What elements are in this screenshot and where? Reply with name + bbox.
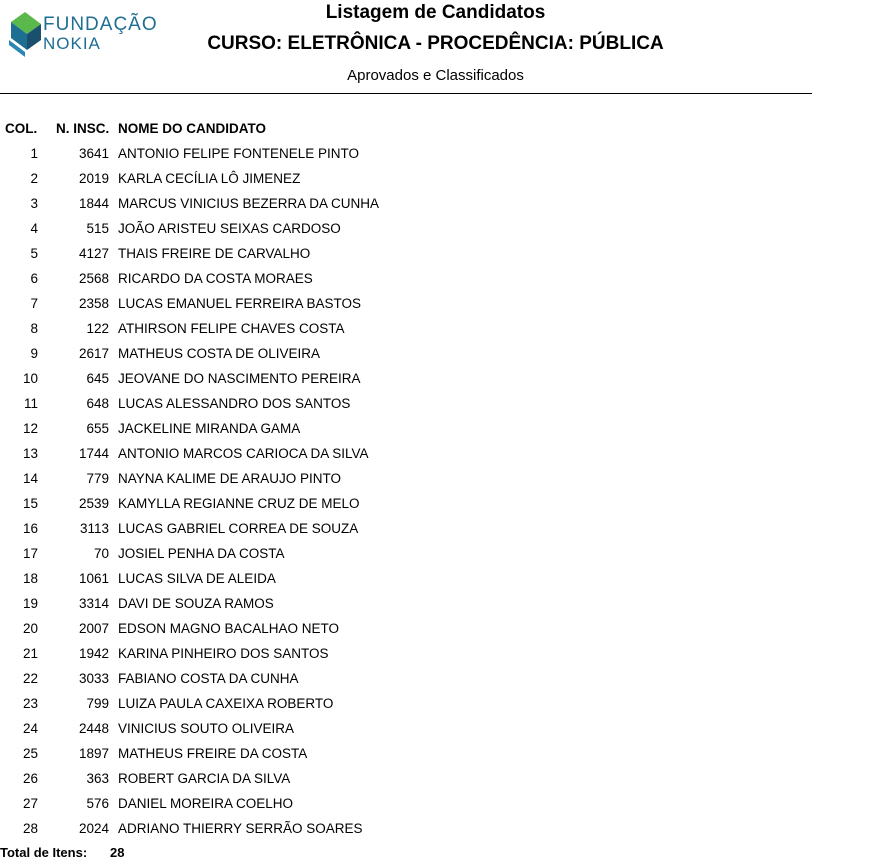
row-inscription: 122	[86, 321, 109, 336]
table-row	[0, 644, 600, 669]
table-row	[0, 569, 600, 594]
row-inscription: 799	[86, 696, 109, 711]
table-row	[0, 419, 600, 444]
row-candidate-name: MATHEUS COSTA DE OLIVEIRA	[118, 346, 321, 361]
row-candidate-name: ANTONIO FELIPE FONTENELE PINTO	[118, 146, 360, 161]
row-col: 20	[22, 621, 38, 636]
row-inscription: 3641	[78, 146, 109, 161]
table-row	[0, 269, 600, 294]
row-col: 3	[30, 196, 38, 211]
row-candidate-name: ADRIANO THIERRY SERRÃO SOARES	[118, 821, 363, 836]
row-candidate-name: LUCAS EMANUEL FERREIRA BASTOS	[118, 296, 362, 311]
row-col: 17	[22, 546, 38, 561]
row-candidate-name: VINICIUS SOUTO OLIVEIRA	[118, 721, 295, 736]
row-candidate-name: DANIEL MOREIRA COELHO	[118, 796, 294, 811]
table-row	[0, 669, 600, 694]
row-candidate-name: FABIANO COSTA DA CUNHA	[118, 671, 299, 686]
row-col: 4	[30, 221, 38, 236]
row-col: 19	[22, 596, 38, 611]
row-inscription: 1942	[78, 646, 109, 661]
row-inscription: 576	[86, 796, 109, 811]
table-row	[0, 394, 600, 419]
row-col: 16	[22, 521, 38, 536]
course-title: CURSO: ELETRÔNICA - PROCEDÊNCIA: PÚBLICA	[207, 33, 664, 54]
row-inscription: 3314	[78, 596, 109, 611]
table-row	[0, 444, 600, 469]
row-candidate-name: JOÃO ARISTEU SEIXAS CARDOSO	[118, 221, 341, 236]
table-row	[0, 744, 600, 769]
row-inscription: 648	[86, 396, 109, 411]
row-inscription: 363	[86, 771, 109, 786]
row-inscription: 2024	[78, 821, 109, 836]
row-candidate-name: LUCAS GABRIEL CORREA DE SOUZA	[118, 521, 359, 536]
logo-text-line1: FUNDAÇÃO	[43, 14, 158, 35]
row-col: 21	[22, 646, 38, 661]
row-candidate-name: KARLA CECÍLIA LÔ JIMENEZ	[118, 171, 301, 186]
table-row	[0, 319, 600, 344]
row-col: 1	[30, 146, 38, 161]
row-inscription: 2568	[78, 271, 109, 286]
header-divider	[0, 93, 812, 94]
table-row	[0, 494, 600, 519]
table-row	[0, 694, 600, 719]
row-col: 25	[22, 746, 38, 761]
row-candidate-name: MATHEUS FREIRE DA COSTA	[118, 746, 308, 761]
row-candidate-name: LUIZA PAULA CAXEIXA ROBERTO	[118, 696, 334, 711]
row-inscription: 655	[86, 421, 109, 436]
row-candidate-name: THAIS FREIRE DE CARVALHO	[118, 246, 311, 261]
row-col: 13	[22, 446, 38, 461]
row-inscription: 1897	[78, 746, 109, 761]
table-row	[0, 719, 600, 744]
row-col: 7	[30, 296, 38, 311]
row-inscription: 1061	[78, 571, 109, 586]
row-inscription: 3113	[79, 521, 109, 536]
row-col: 11	[23, 396, 38, 411]
table-row	[0, 619, 600, 644]
row-col: 23	[22, 696, 38, 711]
row-col: 12	[22, 421, 38, 436]
table-row	[0, 544, 600, 569]
candidates-table	[0, 119, 600, 844]
table-body	[0, 144, 600, 844]
row-col: 10	[22, 371, 38, 386]
row-candidate-name: JOSIEL PENHA DA COSTA	[118, 546, 285, 561]
column-header-name: NOME DO CANDIDATO	[118, 121, 266, 136]
row-inscription: 515	[86, 221, 109, 236]
row-inscription: 70	[93, 546, 109, 561]
row-inscription: 2019	[78, 171, 109, 186]
row-inscription: 2007	[78, 621, 109, 636]
row-candidate-name: KAMYLLA REGIANNE CRUZ DE MELO	[118, 496, 360, 511]
row-col: 9	[30, 346, 38, 361]
table-row	[0, 769, 600, 794]
row-candidate-name: ATHIRSON FELIPE CHAVES COSTA	[118, 321, 345, 336]
total-label: Total de Itens:	[0, 845, 88, 860]
page-title: Listagem de Candidatos	[325, 2, 546, 23]
table-header-row	[0, 119, 600, 144]
row-candidate-name: RICARDO DA COSTA MORAES	[118, 271, 313, 286]
row-col: 26	[22, 771, 38, 786]
column-header-ins: N. INSC.	[56, 121, 110, 136]
table-row	[0, 819, 600, 844]
row-col: 28	[22, 821, 38, 836]
table-row	[0, 794, 600, 819]
row-col: 2	[30, 171, 38, 186]
row-candidate-name: NAYNA KALIME DE ARAUJO PINTO	[118, 471, 342, 486]
table-row	[0, 169, 600, 194]
row-col: 5	[30, 246, 38, 261]
row-candidate-name: ANTONIO MARCOS CARIOCA DA SILVA	[118, 446, 369, 461]
row-candidate-name: ROBERT GARCIA DA SILVA	[118, 771, 291, 786]
row-candidate-name: DAVI DE SOUZA RAMOS	[118, 596, 274, 611]
row-inscription: 2617	[78, 346, 109, 361]
row-inscription: 2539	[78, 496, 109, 511]
table-row	[0, 194, 600, 219]
row-inscription: 2448	[78, 721, 109, 736]
row-candidate-name: LUCAS ALESSANDRO DOS SANTOS	[118, 396, 351, 411]
row-candidate-name: MARCUS VINICIUS BEZERRA DA CUNHA	[118, 196, 380, 211]
column-header-col: COL.	[5, 121, 38, 136]
row-candidate-name: EDSON MAGNO BACALHAO NETO	[118, 621, 340, 636]
row-inscription: 645	[86, 371, 109, 386]
row-col: 22	[22, 671, 38, 686]
logo-text-line2: NOKIA	[43, 34, 101, 53]
row-col: 6	[30, 271, 38, 286]
row-inscription: 1744	[78, 446, 109, 461]
row-col: 18	[22, 571, 38, 586]
row-candidate-name: KARINA PINHEIRO DOS SANTOS	[118, 646, 329, 661]
row-inscription: 1844	[78, 196, 109, 211]
row-candidate-name: JEOVANE DO NASCIMENTO PEREIRA	[118, 371, 361, 386]
table-row	[0, 344, 600, 369]
row-col: 14	[22, 471, 38, 486]
table-row	[0, 244, 600, 269]
table-row	[0, 369, 600, 394]
row-inscription: 4127	[78, 246, 109, 261]
page-subtitle: Aprovados e Classificados	[347, 67, 524, 84]
row-inscription: 779	[86, 471, 109, 486]
table-row	[0, 469, 600, 494]
row-col: 24	[22, 721, 38, 736]
table-row	[0, 144, 600, 169]
row-col: 15	[22, 496, 38, 511]
table-row	[0, 219, 600, 244]
row-candidate-name: LUCAS SILVA DE ALEIDA	[118, 571, 276, 586]
total-value: 28	[110, 845, 125, 860]
row-candidate-name: JACKELINE MIRANDA GAMA	[118, 421, 301, 436]
table-row	[0, 594, 600, 619]
row-col: 8	[30, 321, 38, 336]
table-row	[0, 519, 600, 544]
row-col: 27	[22, 796, 38, 811]
row-inscription: 3033	[78, 671, 109, 686]
table-row	[0, 294, 600, 319]
row-inscription: 2358	[78, 296, 109, 311]
